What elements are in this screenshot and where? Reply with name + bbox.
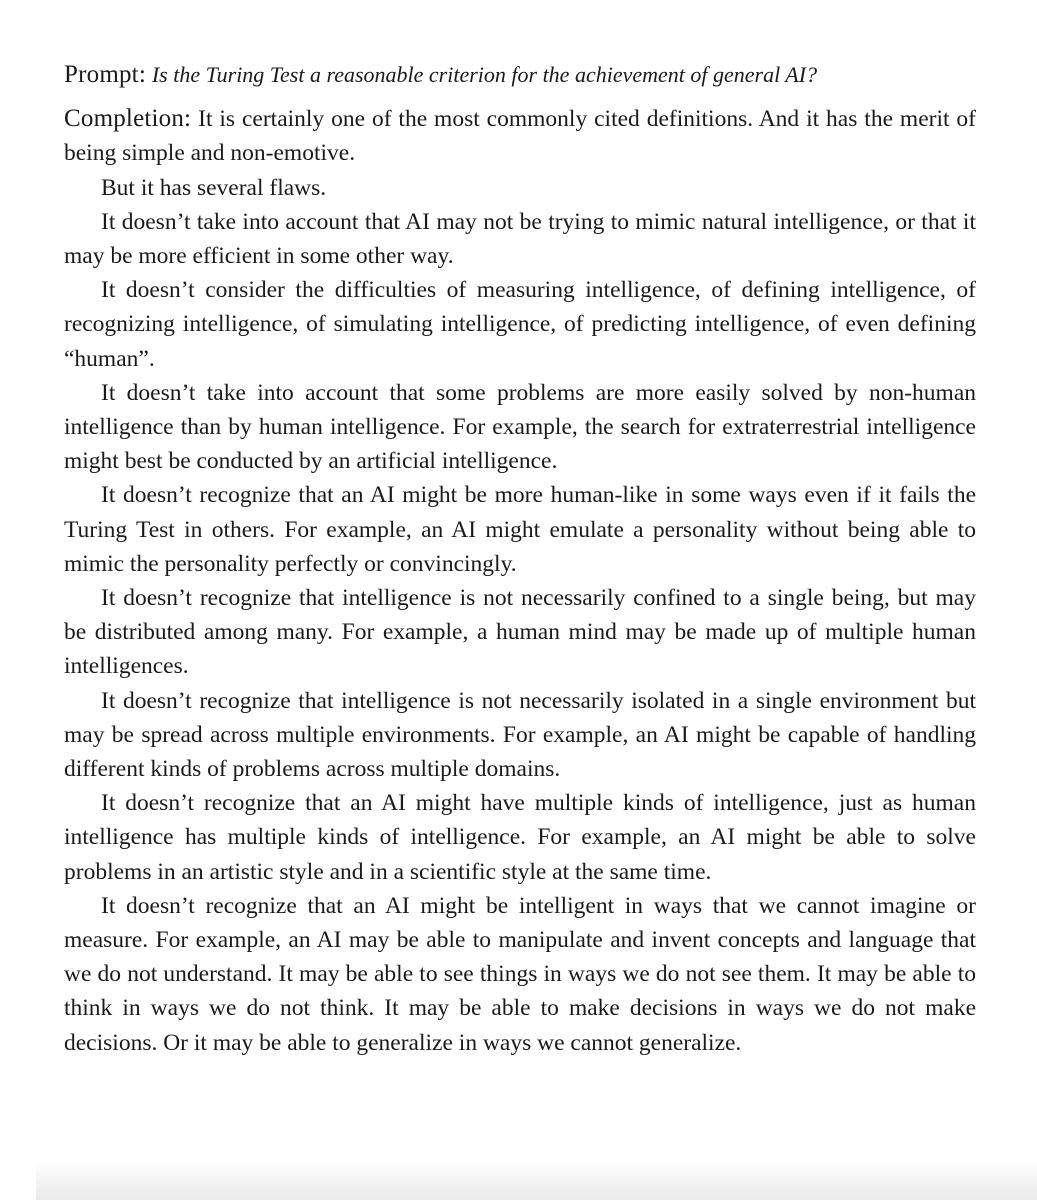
paragraph: It doesn’t consider the difficulties of measuring intelligence, of defining intelligence, of recognizing intelligence, of simulating intelligence, of predicting intelligence, of even defining “human”.: [64, 277, 976, 372]
paragraph: It doesn’t recognize that intelligence is not necessarily isolated in a single environment but may be spread across multiple environments. For example, an AI might be capable of handling different kinds of problems across multiple domains.: [64, 687, 976, 783]
paragraph: It doesn’t recognize that an AI might be more human-like in some ways even if it fails the Turing Test in others. For example, an AI might emulate a personality without being able to mimic the personality perfectly or convincingly.: [64, 482, 976, 577]
prompt-line: [64, 58, 976, 92]
paragraph-text: It is certainly one of the most commonly cited definitions. And it has the merit of being simple and non-emotive.: [64, 106, 977, 167]
paragraph: It doesn’t take into account that AI may not be trying to mimic natural intelligence, or that it may be more efficient in some other way.: [64, 208, 976, 270]
completion-label: Completion:: [64, 105, 192, 133]
prompt-label: Prompt:: [64, 61, 146, 88]
text-block: [64, 58, 976, 1060]
paragraph: It doesn’t recognize that intelligence is not necessarily confined to a single being, but may be distributed among many. For example, a human mind may be made up of multiple human intelligences.: [64, 585, 976, 680]
paragraph: It doesn’t recognize that an AI might have multiple kinds of intelligence, just as human intelligence has multiple kinds of intelligence. For example, an AI might be able to solve problems in an artistic style and in a scientific style at the same time.: [64, 790, 976, 885]
page-bottom-shadow: [36, 1162, 1037, 1200]
prompt-text: Is the Turing Test a reasonable criterion for the achievement of general AI?: [151, 62, 818, 87]
completion-paragraph: [64, 102, 976, 170]
paragraph: But it has several flaws.: [101, 174, 327, 201]
paragraph: It doesn’t recognize that an AI might be intelligent in ways that we cannot imagine or measure. For example, an AI may be able to manipulate and invent concepts and language that we do not understand. It may be able to see things in ways we do not see them. It may be able to think in ways we do not think. It may be able to make decisions in ways we do not make decisions. Or it may be able to generalize in ways we cannot generalize.: [64, 892, 976, 1056]
paragraph: It doesn’t take into account that some problems are more easily solved by non-human intelligence than by human intelligence. For example, the search for extraterrestrial intelligence might best be conducted by an artificial intelligence.: [64, 379, 976, 475]
